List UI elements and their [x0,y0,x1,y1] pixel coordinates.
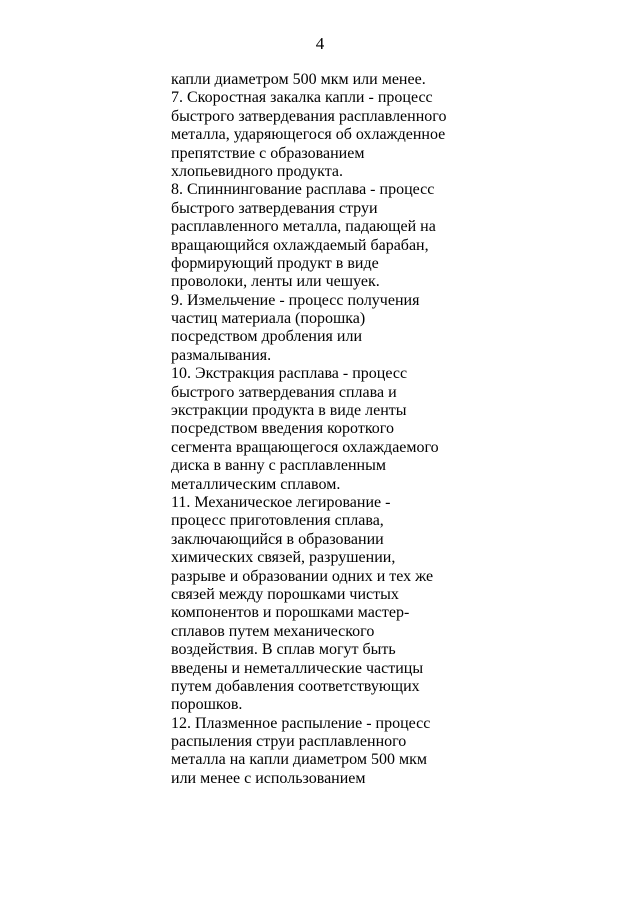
text-line: посредством дробления или [171,328,363,346]
text-line: введены и неметаллические частицы [171,659,424,677]
text-line: хлопьевидного продукта. [171,162,344,180]
text-line: компонентов и порошками мастер- [171,604,410,622]
text-line: 11. Механическое легирование - [171,493,391,511]
text-line: заключающийся в образовании [171,530,384,548]
text-line: капли диаметром 500 мкм или менее. [171,71,426,88]
text-line: распыления струи расплавленного [171,733,407,751]
page-number: 4 [315,34,325,53]
text-line: химических связей, разрушении, [171,549,396,567]
text-line: 10. Экстракция расплава - процесс [171,365,408,383]
text-line: быстрого затвердевания сплава и [171,383,397,401]
text-line: 8. Спиннингование расплава - процесс [171,181,435,199]
text-line: 9. Измельчение - процесс получения [171,291,420,309]
text-line: расплавленного металла, падающей на [171,218,436,236]
text-line: металлическим сплавом. [171,475,341,493]
text-line: формирующий продукт в виде [171,254,379,272]
text-line: сплавов путем механического [171,622,375,640]
text-line: быстрого затвердевания расплавленного [171,107,447,125]
text-line: экстракции продукта в виде ленты [171,402,407,420]
text-line: воздействия. В сплав могут быть [171,641,396,659]
text-line: связей между порошками чистых [171,585,399,603]
text-line: металла на капли диаметром 500 мкм [171,751,427,769]
text-line: путем добавления соответствующих [171,677,420,695]
text-line: порошков. [171,696,243,714]
text-line: диска в ванну с расплавленным [171,457,386,475]
text-line: разрыве и образовании одних и тех же [171,567,434,585]
body-text [171,71,471,788]
text-line: посредством введения короткого [171,420,394,438]
text-line: быстрого затвердевания струи [171,199,378,217]
text-line: металла, ударяющегося об охлажденное [171,126,446,144]
text-line: препятствие с образованием [171,144,365,162]
text-line: процесс приготовления сплава, [171,512,384,530]
text-line: проволоки, ленты или чешуек. [171,273,380,291]
text-line: 12. Плазменное распыление - процесс [171,714,431,732]
text-line: 7. Скоростная закалка капли - процесс [171,89,433,107]
text-line: частиц материала (порошка) [171,310,366,328]
text-line: вращающийся охлаждаемый барабан, [171,236,429,254]
text-line: размалывания. [171,346,272,364]
text-line: или менее с использованием [171,769,366,787]
text-line: сегмента вращающегося охлаждаемого [171,438,439,456]
